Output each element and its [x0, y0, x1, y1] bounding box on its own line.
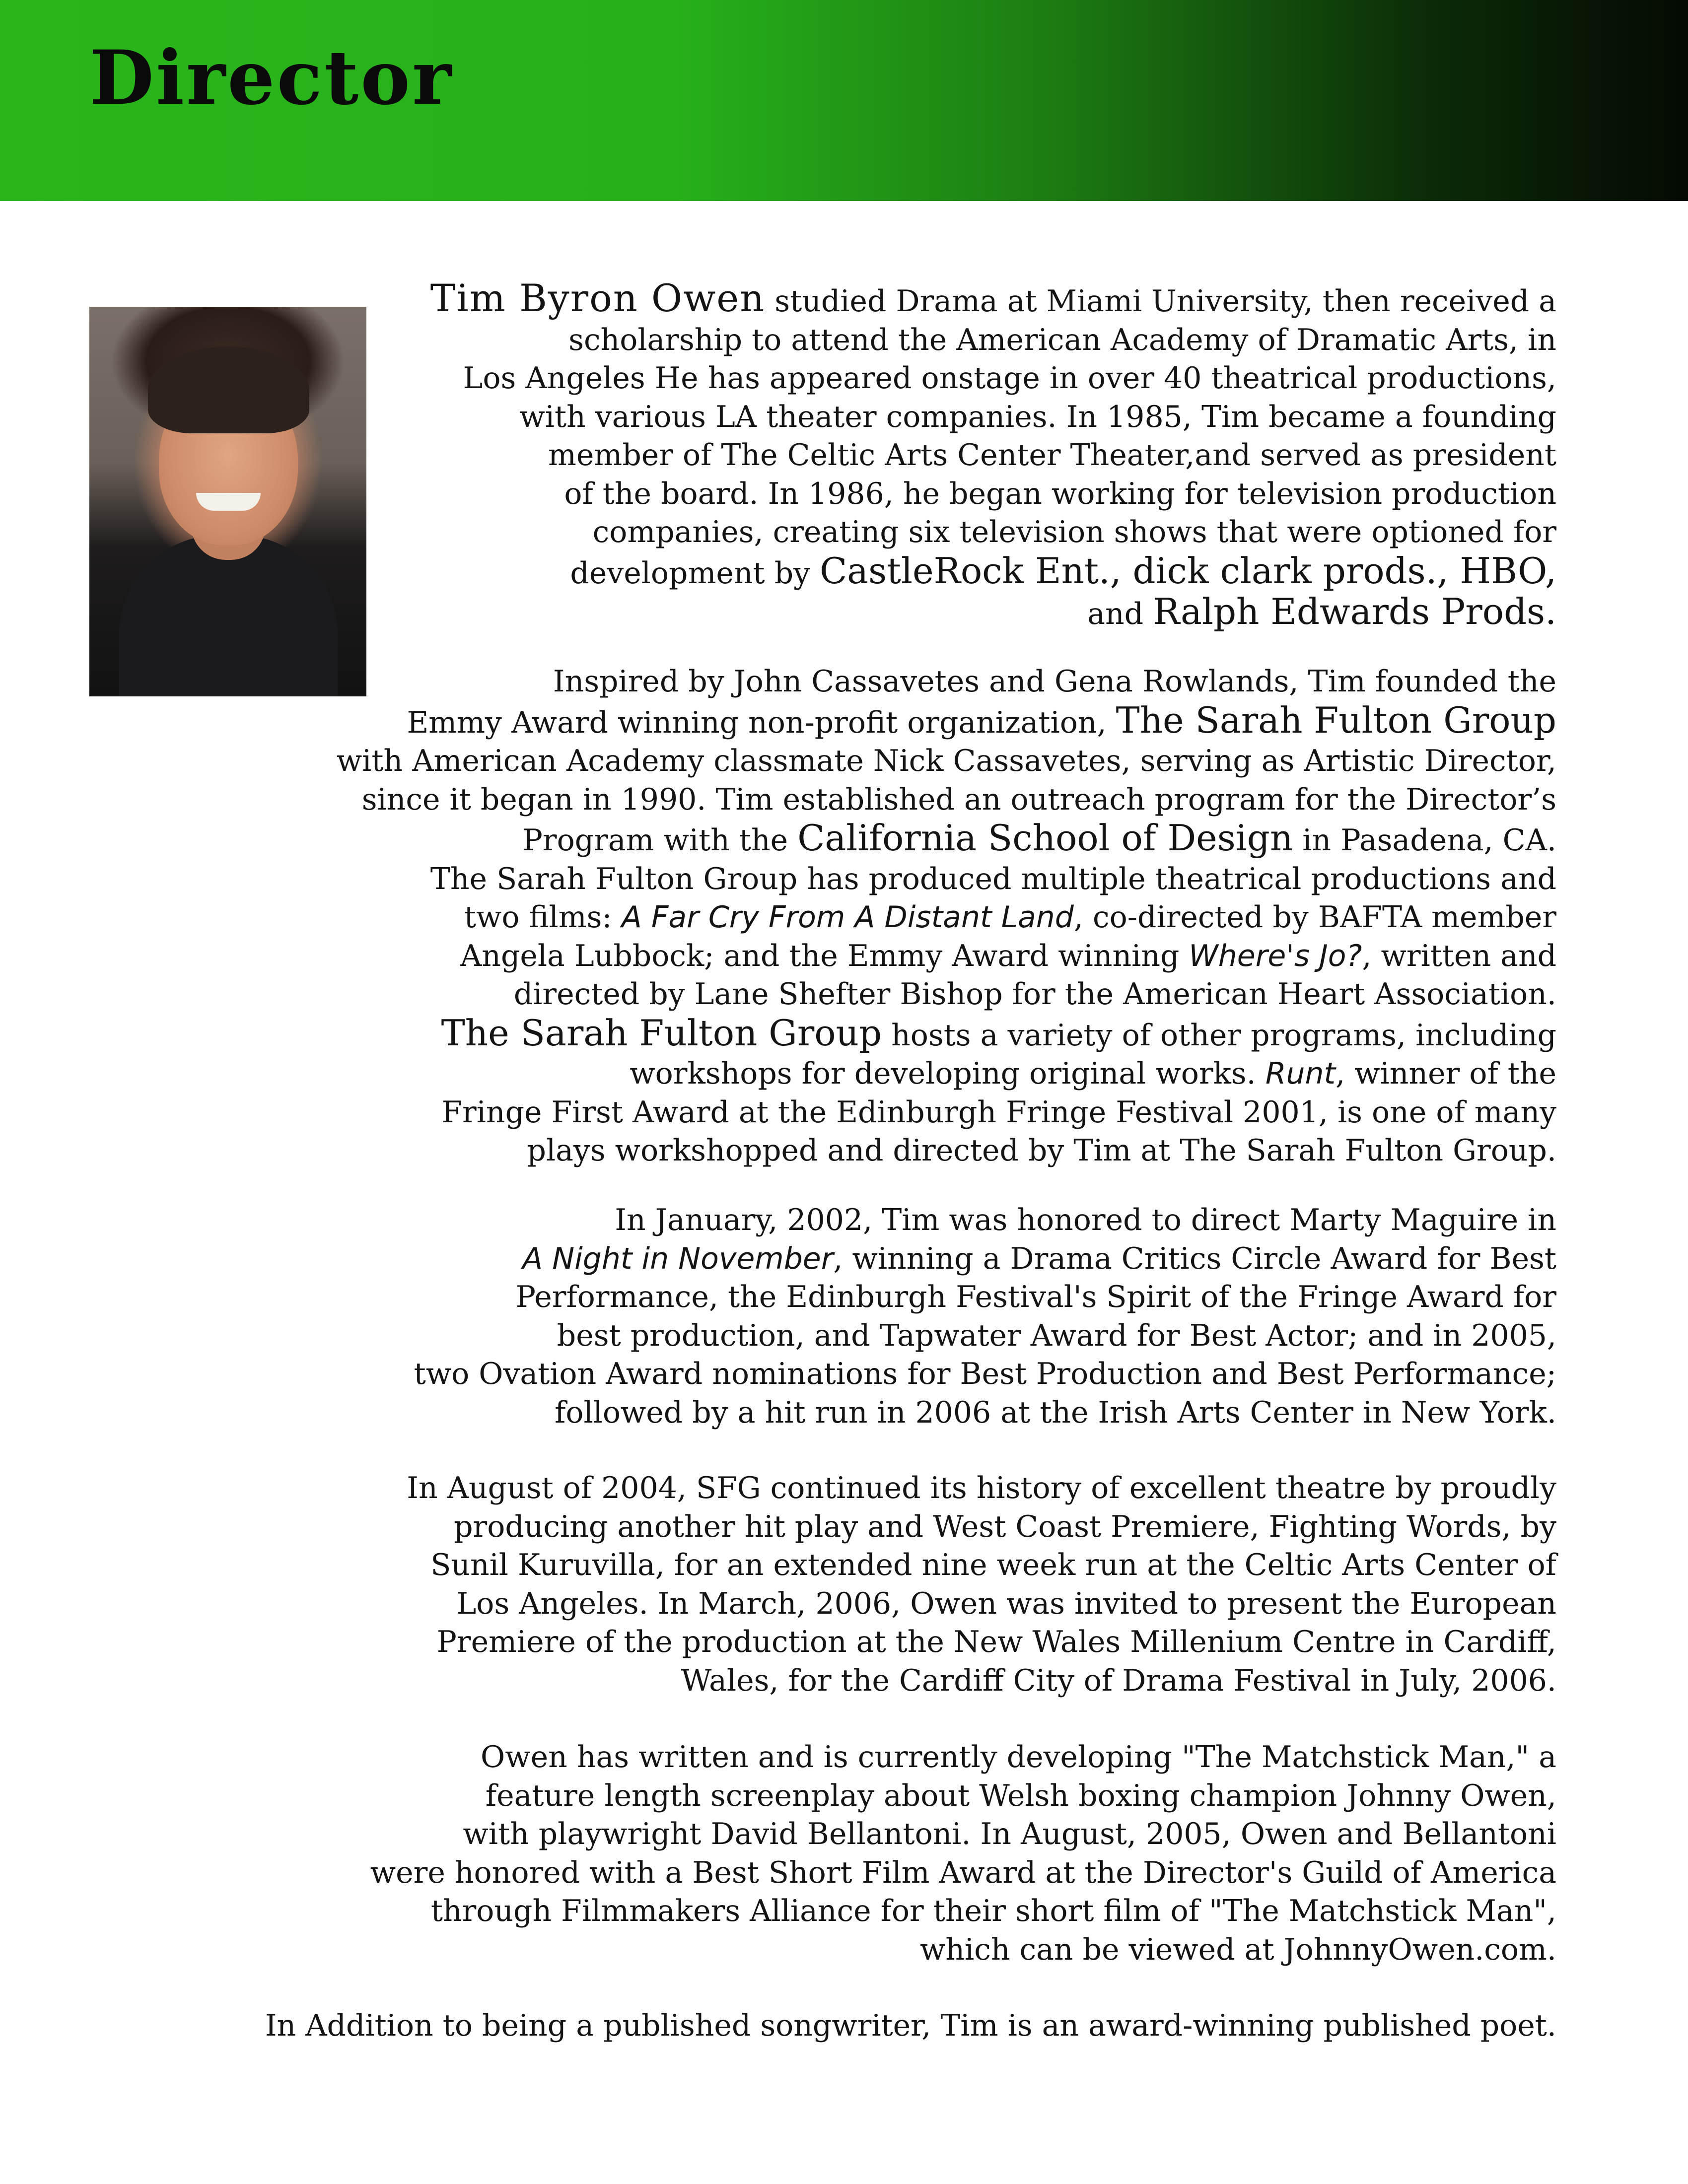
bio-line: with playwright David Bellantoni. In August, 2005, Owen and Bellantoni	[463, 1817, 1556, 1851]
bio-line: two films: A Far Cry From A Distant Land, co-directed by BAFTA member	[464, 900, 1556, 935]
bio-line: workshops for developing original works. Runt, winner of the	[630, 1056, 1556, 1091]
bio-line: feature length screenplay about Welsh boxing champion Johnny Owen,	[485, 1778, 1556, 1813]
bio-paragraph-2	[199, 663, 1556, 1170]
bio-line: Angela Lubbock; and the Emmy Award winning Where's Jo?, written and	[460, 938, 1556, 973]
bio-line: Inspired by John Cassavetes and Gena Rowlands, Tim founded the	[553, 664, 1556, 699]
bio-line: directed by Lane Shefter Bishop for the American Heart Association.	[513, 977, 1556, 1012]
bio-line: Wales, for the Cardiff City of Drama Festival in July, 2006.	[681, 1663, 1556, 1698]
bio-line: Program with the California School of Design in Pasadena, CA.	[522, 817, 1556, 859]
bio-line: and Ralph Edwards Prods.	[1087, 591, 1556, 632]
bio-line: Fringe First Award at the Edinburgh Fringe Festival 2001, is one of many	[441, 1094, 1556, 1130]
bio-line: two Ovation Award nominations for Best Production and Best Performance;	[414, 1357, 1556, 1391]
bio-line: with American Academy classmate Nick Cassavetes, serving as Artistic Director,	[336, 744, 1556, 778]
bio-line: since it began in 1990. Tim established an outreach program for the Director’s	[361, 782, 1556, 817]
bio-line: best production, and Tapwater Award for Best Actor; and in 2005,	[557, 1318, 1556, 1353]
bio-line: Tim Byron Owen studied Drama at Miami University, then received a	[430, 276, 1556, 320]
bio-line: through Filmmakers Alliance for their short film of "The Matchstick Man",	[430, 1894, 1556, 1928]
bio-line: A Night in November, winning a Drama Critics Circle Award for Best	[522, 1241, 1556, 1276]
bio-line: In August of 2004, SFG continued its history of excellent theatre by proudly	[407, 1471, 1556, 1505]
page-title: Director	[89, 34, 454, 122]
bio-line: companies, creating six television shows that were optioned for	[592, 515, 1556, 549]
bio-line: Los Angeles. In March, 2006, Owen was invited to present the European	[456, 1586, 1556, 1621]
bio-paragraph-4	[199, 1469, 1556, 1700]
bio-paragraph-5	[199, 1738, 1556, 1969]
bio-line: development by CastleRock Ent., dick clark prods., HBO,	[570, 549, 1556, 592]
bio-line: The Sarah Fulton Group has produced multiple theatrical productions and	[430, 861, 1556, 896]
bio-line: Emmy Award winning non-profit organization, The Sarah Fulton Group	[407, 699, 1556, 741]
bio-paragraph-3	[199, 1201, 1556, 1432]
bio-line: Performance, the Edinburgh Festival's Spirit of the Fringe Award for	[515, 1280, 1556, 1314]
bio-line: of the board. In 1986, he began working for television production	[564, 476, 1556, 511]
bio-line: with various LA theater companies. In 1985, Tim became a founding	[519, 399, 1556, 434]
bio-paragraph-6	[199, 2007, 1556, 2046]
bio-line: plays workshopped and directed by Tim at The Sarah Fulton Group.	[527, 1133, 1556, 1168]
bio-line: producing another hit play and West Coast Premiere, Fighting Words, by	[454, 1509, 1556, 1544]
bio-line: followed by a hit run in 2006 at the Irish Arts Center in New York.	[555, 1395, 1556, 1430]
bio-paragraph-1	[199, 276, 1556, 634]
director-name: Tim Byron Owen	[430, 276, 766, 320]
bio-line: The Sarah Fulton Group hosts a variety of other programs, including	[441, 1012, 1556, 1054]
bio-line: were honored with a Best Short Film Award at the Director's Guild of America	[370, 1855, 1556, 1890]
bio-line: In Addition to being a published songwriter, Tim is an award-winning published poet.	[265, 2008, 1556, 2043]
bio-line: Premiere of the production at the New Wales Millenium Centre in Cardiff,	[436, 1625, 1556, 1659]
bio-line: scholarship to attend the American Academy of Dramatic Arts, in	[568, 322, 1556, 357]
bio-line: which can be viewed at JohnnyOwen.com.	[920, 1932, 1556, 1967]
bio-line: Los Angeles He has appeared onstage in over 40 theatrical productions,	[463, 361, 1556, 396]
header-banner	[0, 0, 1688, 201]
bio-line: Owen has written and is currently developing "The Matchstick Man," a	[481, 1740, 1556, 1774]
bio-line: member of The Celtic Arts Center Theater,and served as president	[548, 438, 1556, 473]
bio-line: Sunil Kuruvilla, for an extended nine week run at the Celtic Arts Center of	[430, 1548, 1556, 1582]
bio-line: In January, 2002, Tim was honored to direct Marty Maguire in	[615, 1203, 1556, 1237]
